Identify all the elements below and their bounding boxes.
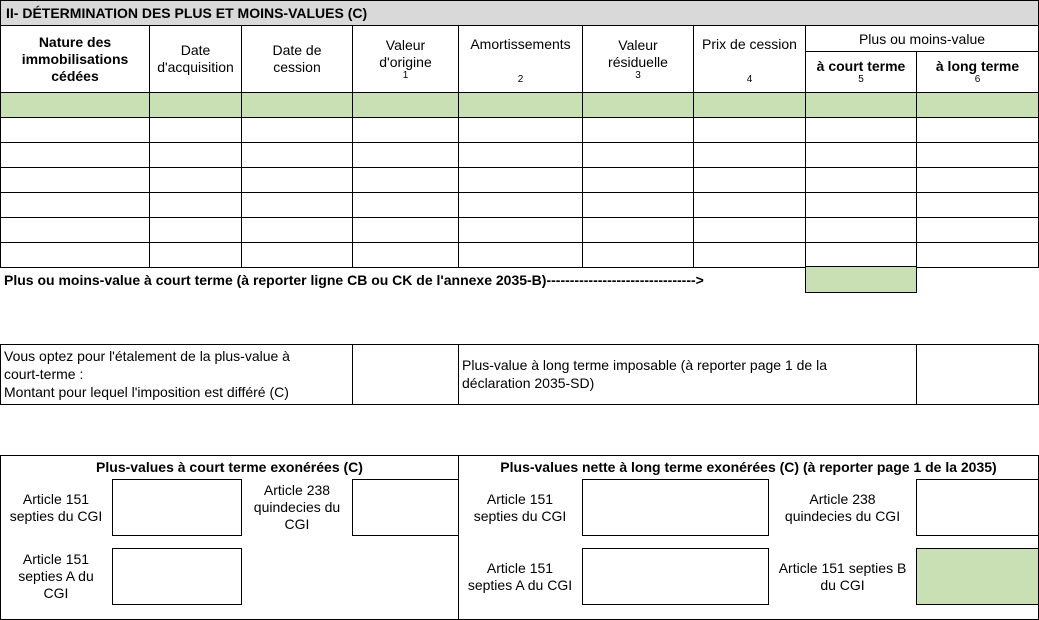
exonerees-court-title: Plus-values à court terme exonérées (C)	[96, 459, 363, 475]
etalement-line-1: Vous optez pour l'étalement de la plus-value à	[4, 348, 290, 364]
header-valeur-origine	[352, 25, 459, 93]
cell-date-cession[interactable]	[241, 142, 353, 168]
cell-nature[interactable]	[0, 117, 150, 143]
cell-long-terme[interactable]	[916, 142, 1039, 168]
cell-court-terme[interactable]	[805, 217, 917, 243]
long-art151A-line-1: Article 151	[486, 560, 554, 576]
court-art238-line-2: quindecies du	[253, 499, 341, 515]
header-amortissements-label: Amortissements	[470, 36, 571, 52]
cell-court-terme[interactable]	[805, 117, 917, 143]
long-art151B-field[interactable]	[916, 548, 1039, 605]
etalement-label	[0, 344, 353, 405]
cell-valeur-residuelle[interactable]	[582, 117, 694, 143]
cell-valeur-origine[interactable]	[352, 92, 459, 118]
header-valeur-origine-label: Valeur d'origine	[379, 37, 432, 70]
header-prix-cession-label: Prix de cession	[702, 36, 797, 52]
cell-valeur-residuelle[interactable]	[582, 217, 694, 243]
long-art238-field[interactable]	[916, 479, 1039, 536]
section-title: II- DÉTERMINATION DES PLUS ET MOINS-VALUES (C)	[0, 0, 1039, 26]
cell-nature[interactable]	[0, 242, 150, 268]
court-art238-line-1: Article 238	[263, 482, 331, 498]
cell-court-terme[interactable]	[805, 92, 917, 118]
court-art238-line-3: CGI	[284, 516, 310, 532]
long-art151B-line-1: Article 151 septies B	[778, 560, 907, 576]
court-art151A-field[interactable]	[112, 548, 242, 605]
long-art151-label	[460, 490, 580, 526]
court-art238-field[interactable]	[352, 479, 459, 536]
long-art238-line-1: Article 238	[809, 491, 876, 507]
cell-court-terme[interactable]	[805, 192, 917, 218]
cell-long-terme[interactable]	[916, 192, 1039, 218]
court-art151A-line-3: CGI	[43, 585, 69, 601]
long-terme-imposable-field[interactable]	[916, 344, 1039, 405]
cell-valeur-origine[interactable]	[352, 142, 459, 168]
header-long-terme	[916, 51, 1039, 93]
cell-prix-cession[interactable]	[693, 192, 806, 218]
court-art151A-line-2: septies A du	[18, 568, 94, 584]
header-date-acquisition-label: Date d'acquisition	[157, 42, 234, 75]
cell-date-acquisition[interactable]	[149, 92, 242, 118]
cell-amortissements[interactable]	[458, 92, 583, 118]
cell-valeur-residuelle[interactable]	[582, 192, 694, 218]
cell-date-cession[interactable]	[241, 167, 353, 193]
cell-date-cession[interactable]	[241, 117, 353, 143]
cell-date-cession[interactable]	[241, 242, 353, 268]
header-date-acquisition	[149, 25, 242, 93]
header-nature-label: Nature des immobilisations cédées	[21, 33, 129, 84]
cell-nature[interactable]	[0, 142, 150, 168]
header-long-terme-num: 6	[974, 74, 981, 85]
court-art151-label	[2, 490, 110, 526]
cell-valeur-origine[interactable]	[352, 117, 459, 143]
cell-valeur-residuelle[interactable]	[582, 142, 694, 168]
cell-long-terme[interactable]	[916, 117, 1039, 143]
long-terme-imposable-label	[458, 344, 917, 405]
cell-long-terme[interactable]	[916, 242, 1039, 268]
cell-date-acquisition[interactable]	[149, 117, 242, 143]
cell-valeur-origine[interactable]	[352, 167, 459, 193]
court-art238-label	[243, 482, 351, 533]
cell-amortissements[interactable]	[458, 192, 583, 218]
cell-prix-cession[interactable]	[693, 167, 806, 193]
cell-date-acquisition[interactable]	[149, 242, 242, 268]
header-amortissements-num: 2	[517, 74, 524, 85]
cell-nature[interactable]	[0, 192, 150, 218]
etalement-amount-field[interactable]	[352, 344, 459, 405]
cell-amortissements[interactable]	[458, 217, 583, 243]
long-terme-imposable-line-2: déclaration 2035-SD)	[462, 375, 595, 391]
long-terme-imposable-line-1: Plus-value à long terme imposable (à reporter page 1 de la	[462, 357, 827, 373]
header-long-terme-label: à long terme	[935, 58, 1020, 74]
long-art151-line-2: septies du CGI	[473, 508, 567, 524]
cell-valeur-residuelle[interactable]	[582, 92, 694, 118]
cell-valeur-origine[interactable]	[352, 192, 459, 218]
court-art151A-line-1: Article 151	[22, 551, 90, 567]
header-plus-moins-value: Plus ou moins-value	[805, 25, 1039, 52]
cell-date-acquisition[interactable]	[149, 217, 242, 243]
cell-court-terme[interactable]	[805, 242, 917, 268]
cell-long-terme[interactable]	[916, 167, 1039, 193]
long-art151-line-1: Article 151	[486, 491, 554, 507]
cell-amortissements[interactable]	[458, 142, 583, 168]
cell-nature[interactable]	[0, 167, 150, 193]
header-date-cession-label: Date de cession	[272, 42, 322, 75]
cell-prix-cession[interactable]	[693, 217, 806, 243]
exonerees-long-title: Plus-values nette à long terme exonérées (C) (à reporter page 1 de la 2035)	[500, 459, 997, 475]
header-nature	[0, 25, 150, 93]
cell-nature[interactable]	[0, 92, 150, 118]
cell-court-terme[interactable]	[805, 142, 917, 168]
cell-valeur-origine[interactable]	[352, 242, 459, 268]
header-valeur-origine-num: 1	[402, 70, 409, 81]
long-art151-field[interactable]	[582, 479, 769, 536]
header-prix-cession	[693, 25, 806, 93]
cell-date-acquisition[interactable]	[149, 167, 242, 193]
header-valeur-residuelle-num: 3	[635, 70, 641, 81]
court-terme-total-field[interactable]	[805, 266, 917, 293]
long-art151B-line-2: du CGI	[820, 577, 865, 593]
etalement-line-2: court-terme :	[4, 366, 84, 382]
long-art151B-label	[770, 559, 915, 595]
header-valeur-residuelle	[582, 25, 694, 93]
cell-date-acquisition[interactable]	[149, 142, 242, 168]
cell-long-terme[interactable]	[916, 92, 1039, 118]
header-valeur-residuelle-label: Valeur résiduelle	[608, 37, 668, 70]
court-art151-line-2: septies du CGI	[9, 508, 103, 524]
header-court-terme-label: à court terme	[816, 58, 906, 74]
etalement-line-3: Montant pour lequel l'imposition est différé (C)	[4, 384, 289, 400]
cell-date-cession[interactable]	[241, 192, 353, 218]
cell-date-acquisition[interactable]	[149, 192, 242, 218]
cell-nature[interactable]	[0, 217, 150, 243]
cell-prix-cession[interactable]	[693, 142, 806, 168]
long-art151A-label	[460, 559, 580, 595]
long-art151A-line-2: septies A du CGI	[467, 577, 573, 593]
header-date-cession	[241, 25, 353, 93]
cell-valeur-origine[interactable]	[352, 217, 459, 243]
cell-prix-cession[interactable]	[693, 117, 806, 143]
cell-prix-cession[interactable]	[693, 92, 806, 118]
court-art151-line-1: Article 151	[22, 491, 90, 507]
cell-valeur-residuelle[interactable]	[582, 167, 694, 193]
header-amortissements	[458, 25, 583, 93]
cell-date-cession[interactable]	[241, 92, 353, 118]
long-art238-line-2: quindecies du CGI	[784, 508, 901, 524]
cell-valeur-residuelle[interactable]	[582, 242, 694, 268]
cell-long-terme[interactable]	[916, 217, 1039, 243]
court-art151A-label	[2, 551, 110, 602]
header-prix-cession-num: 4	[746, 74, 753, 85]
header-court-terme	[805, 51, 917, 93]
cell-date-cession[interactable]	[241, 217, 353, 243]
cell-amortissements[interactable]	[458, 117, 583, 143]
court-terme-line-label: Plus ou moins-value à court terme (à reporter ligne CB ou CK de l'annexe 2035-B)-------------------------------->	[4, 272, 704, 288]
court-art151-field[interactable]	[112, 479, 242, 536]
cell-court-terme[interactable]	[805, 167, 917, 193]
cell-prix-cession[interactable]	[693, 242, 806, 268]
cell-amortissements[interactable]	[458, 242, 583, 268]
cell-amortissements[interactable]	[458, 167, 583, 193]
long-art238-label	[770, 490, 915, 526]
header-court-terme-num: 5	[858, 74, 864, 85]
long-art151A-field[interactable]	[582, 548, 769, 605]
